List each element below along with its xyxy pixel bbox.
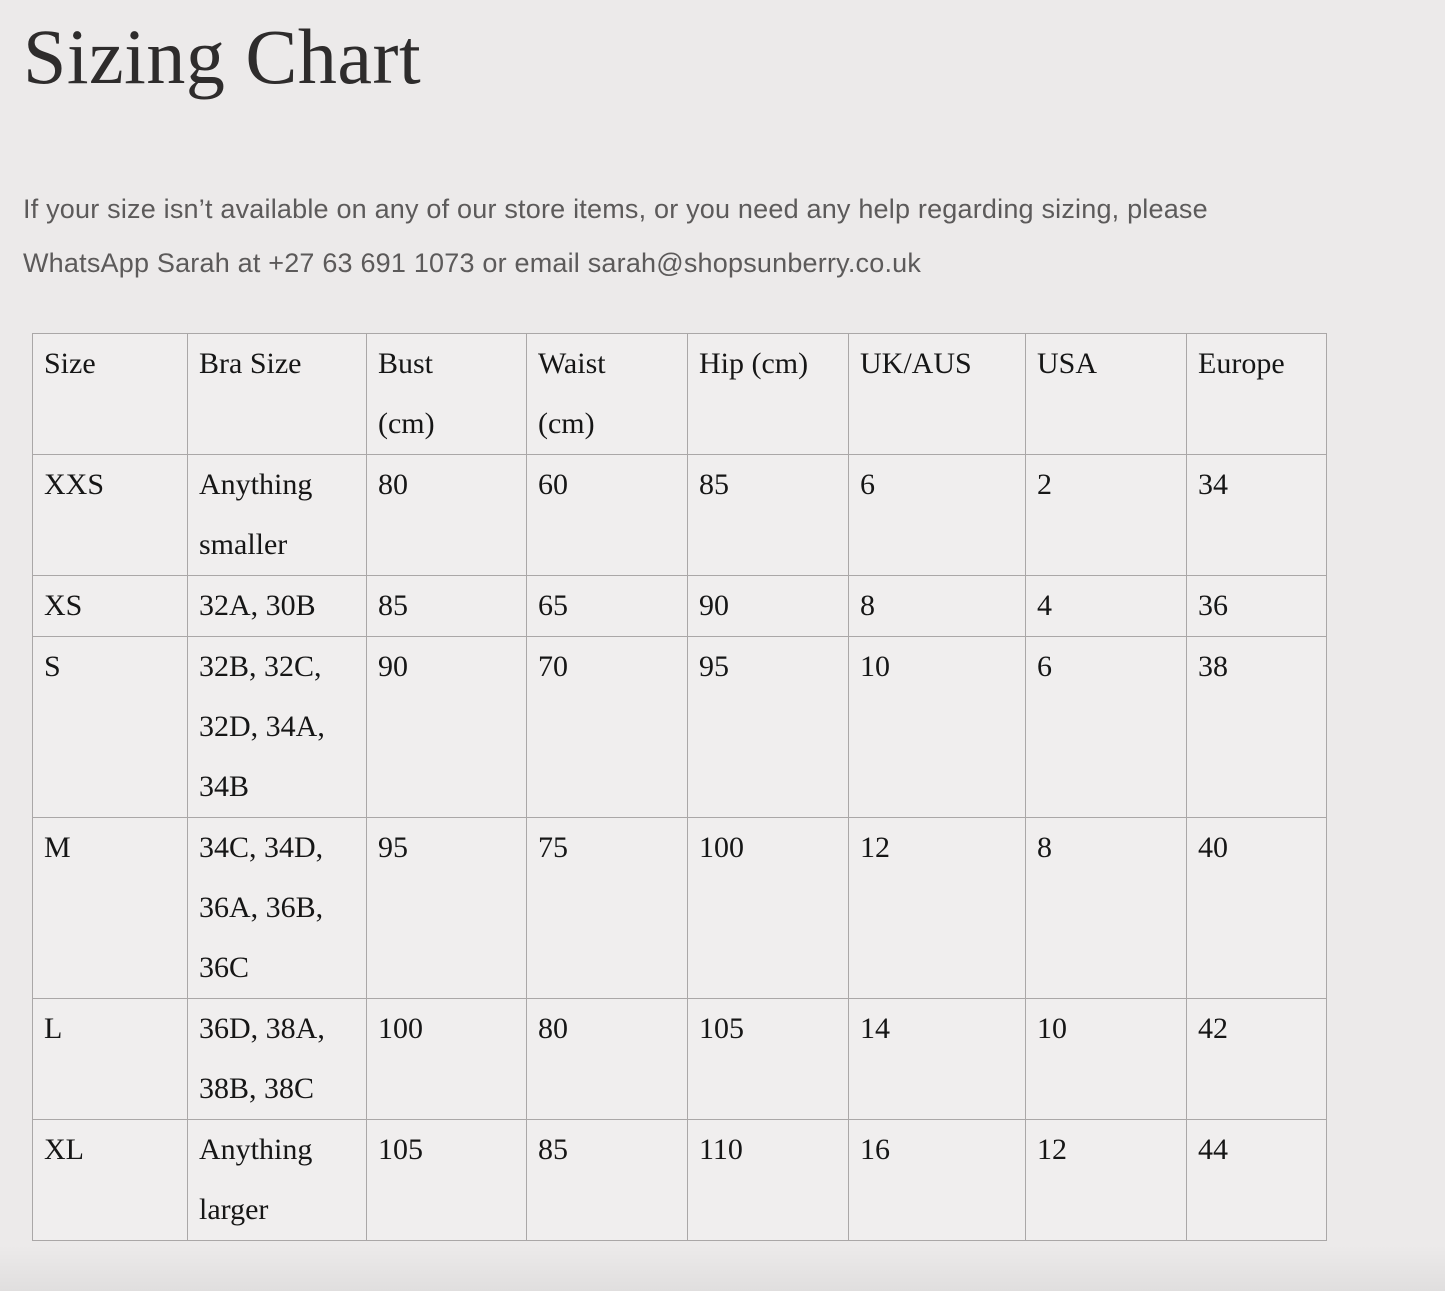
cell-m-bust: 95 [367, 817, 527, 998]
cell-m-usa: 8 [1026, 817, 1187, 998]
cell-xs-uk-aus: 8 [849, 575, 1026, 636]
table-row-xs [33, 575, 1327, 636]
table-row-xxs [33, 454, 1327, 575]
table-row-xl [33, 1119, 1327, 1240]
column-header-bust: Bust (cm) [367, 333, 527, 454]
cell-xxs-usa: 2 [1026, 454, 1187, 575]
cell-m-waist: 75 [527, 817, 688, 998]
column-header-waist: Waist (cm) [527, 333, 688, 454]
cell-xs-waist: 65 [527, 575, 688, 636]
cell-s-bust: 90 [367, 636, 527, 817]
cell-xxs-europe: 34 [1187, 454, 1327, 575]
cell-s-bra-size: 32B, 32C, 32D, 34A, 34B [188, 636, 367, 817]
cell-xxs-bra-size: Anything smaller [188, 454, 367, 575]
cell-xxs-waist: 60 [527, 454, 688, 575]
cell-m-bra-size: 34C, 34D, 36A, 36B, 36C [188, 817, 367, 998]
cell-s-waist: 70 [527, 636, 688, 817]
cell-xs-bust: 85 [367, 575, 527, 636]
intro-line-1: If your size isn’t available on any of our store items, or you need any help regarding sizing, please [23, 193, 1208, 224]
page-title: Sizing Chart [23, 13, 422, 100]
cell-xl-size: XL [33, 1119, 188, 1240]
cell-xl-bust: 105 [367, 1119, 527, 1240]
column-header-uk-aus: UK/AUS [849, 333, 1026, 454]
cell-xxs-hip: 85 [688, 454, 849, 575]
cell-xs-usa: 4 [1026, 575, 1187, 636]
cell-xl-uk-aus: 16 [849, 1119, 1026, 1240]
cell-m-uk-aus: 12 [849, 817, 1026, 998]
cell-xs-europe: 36 [1187, 575, 1327, 636]
cell-m-europe: 40 [1187, 817, 1327, 998]
column-header-size: Size [33, 333, 188, 454]
table-row-m [33, 817, 1327, 998]
cell-xs-hip: 90 [688, 575, 849, 636]
cell-xs-bra-size: 32A, 30B [188, 575, 367, 636]
intro-line-2: WhatsApp Sarah at +27 63 691 1073 or email sarah@shopsunberry.co.uk [23, 247, 922, 278]
table-row-s [33, 636, 1327, 817]
column-header-usa: USA [1026, 333, 1187, 454]
cell-m-size: M [33, 817, 188, 998]
column-header-europe: Europe [1187, 333, 1327, 454]
intro-text [23, 182, 1383, 290]
cell-xl-usa: 12 [1026, 1119, 1187, 1240]
cell-l-bust: 100 [367, 998, 527, 1119]
cell-xl-bra-size: Anything larger [188, 1119, 367, 1240]
table-header-row [33, 333, 1327, 454]
cell-s-europe: 38 [1187, 636, 1327, 817]
column-header-bra-size: Bra Size [188, 333, 367, 454]
cell-m-hip: 100 [688, 817, 849, 998]
cell-xl-waist: 85 [527, 1119, 688, 1240]
cell-l-size: L [33, 998, 188, 1119]
cell-xs-size: XS [33, 575, 188, 636]
sizing-table [32, 333, 1327, 1241]
cell-xl-hip: 110 [688, 1119, 849, 1240]
cell-xxs-size: XXS [33, 454, 188, 575]
cell-s-hip: 95 [688, 636, 849, 817]
cell-l-bra-size: 36D, 38A, 38B, 38C [188, 998, 367, 1119]
cell-l-usa: 10 [1026, 998, 1187, 1119]
cell-xxs-uk-aus: 6 [849, 454, 1026, 575]
cell-l-uk-aus: 14 [849, 998, 1026, 1119]
cell-s-size: S [33, 636, 188, 817]
cell-s-usa: 6 [1026, 636, 1187, 817]
cell-l-europe: 42 [1187, 998, 1327, 1119]
cell-s-uk-aus: 10 [849, 636, 1026, 817]
cell-l-waist: 80 [527, 998, 688, 1119]
cell-xl-europe: 44 [1187, 1119, 1327, 1240]
cell-l-hip: 105 [688, 998, 849, 1119]
cell-xxs-bust: 80 [367, 454, 527, 575]
table-row-l [33, 998, 1327, 1119]
column-header-hip: Hip (cm) [688, 333, 849, 454]
